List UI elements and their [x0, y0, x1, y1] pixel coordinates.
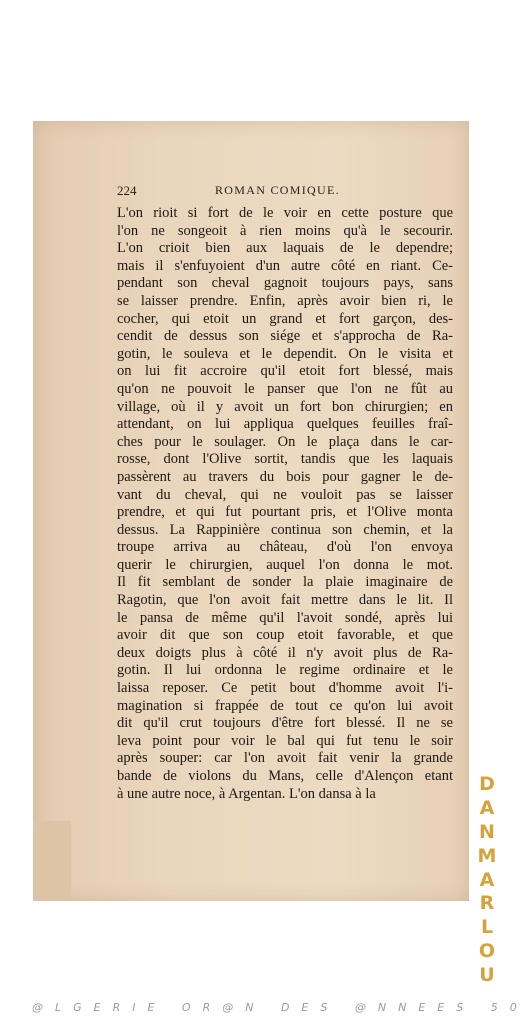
text-line: qu'on ne pouvoit le panser que l'on ne fût au	[117, 380, 453, 397]
text-line: gotin. Il lui ordonna le regime ordinaire et le	[117, 662, 453, 679]
watermark-letter: N	[479, 820, 495, 843]
text-line: se laisser prendre. Enfin, après avoir bien ri, le	[117, 292, 453, 309]
watermark-letter: M	[477, 844, 497, 867]
text-line: à une autre noce, à Argentan. L'on dansa à la	[117, 785, 376, 802]
text-line: troupe arriva au château, d'où l'on envoya	[117, 539, 453, 556]
page-header	[117, 183, 357, 199]
text-line: dessus. La Rappinière continua son chemin, et la	[117, 521, 453, 538]
watermark-letter: R	[479, 892, 495, 915]
text-line: Ragotin, que l'on avoit fait mettre dans le lit. Il	[117, 592, 453, 609]
watermark-letter: L	[480, 916, 494, 939]
book-page	[33, 121, 469, 901]
text-line: rosse, dont l'Olive sortit, tandis que les laquais	[117, 451, 453, 468]
text-line: querir le chirurgien, auquel l'on donna le mot.	[117, 556, 453, 573]
page-corner-shadow	[33, 821, 71, 901]
text-line: village, où il y avoit un fort bon chirurgien; en	[117, 398, 453, 415]
watermark-letter: O	[478, 940, 496, 963]
text-line: L'on crioit bien aux laquais de le dependre;	[117, 240, 453, 257]
text-line: L'on rioit si fort de le voir en cette posture que	[117, 205, 453, 221]
text-line: attendant, on lui appliqua quelques feuilles fraî-	[117, 416, 453, 433]
body-text	[117, 205, 453, 803]
text-line: pendant son cheval gagnoit toujours pays, sans	[117, 275, 453, 292]
text-line: bande de violons du Mans, celle d'Alençon etant	[117, 768, 453, 784]
text-line: on lui fit accroire qu'il etoit fort blessé, mais	[117, 363, 453, 380]
text-line: cocher, qui etoit un grand et fort garçon, des-	[117, 310, 453, 327]
bottom-watermark: @LGERIE OR@N DES @NNEES 50	[32, 1001, 529, 1014]
text-line: leva point pour voir le bal qui fut tenu le soir	[117, 732, 453, 749]
watermark-letter: A	[479, 868, 495, 891]
text-line: avoir dit que son coup etoit favorable, et que	[117, 627, 453, 644]
text-line: Il fit semblant de sonder la plaie imaginaire de	[117, 574, 453, 591]
text-line: magination si frappée de tout ce qu'on lui avoit	[117, 697, 453, 714]
text-line: ches pour le soulager. On le plaça dans le car-	[117, 433, 453, 450]
text-line: mais il s'enfuyoient d'un autre côté en riant. Ce-	[117, 257, 453, 274]
text-line: vant du cheval, qui ne vouloit pas se laisser	[117, 486, 453, 503]
text-line: l'on ne songeoit à rien moins qu'à le secourir.	[117, 222, 453, 239]
watermark-letter: U	[479, 964, 495, 986]
side-watermark	[474, 775, 500, 985]
text-line: le pansa de même qu'il l'avoit sondé, après lui	[117, 609, 453, 626]
text-line: passèrent au travers du bois pour gagner le de-	[117, 468, 453, 485]
page-number: 224	[117, 183, 137, 198]
running-title: ROMAN COMIQUE.	[215, 183, 340, 197]
text-line: laissa reposer. Ce petit bout d'homme avoit l'i-	[117, 680, 453, 697]
text-line: dit qu'il crut toujours d'être fort blessé. Il ne se	[117, 715, 453, 732]
text-line: gotin, le souleva et le dependit. On le visita et	[117, 345, 453, 362]
watermark-letter: D	[479, 773, 495, 795]
text-line: deux doigts plus à côté il n'y avoit plus de Ra-	[117, 644, 453, 661]
text-line: après souper: car l'on avoit fait venir la grande	[117, 750, 453, 767]
text-line: prendre, et qui fut pourtant pris, et l'Olive monta	[117, 504, 453, 521]
watermark-letter: A	[479, 796, 495, 819]
text-line: cendit de dessus son siége et s'approcha de Ra-	[117, 328, 453, 345]
